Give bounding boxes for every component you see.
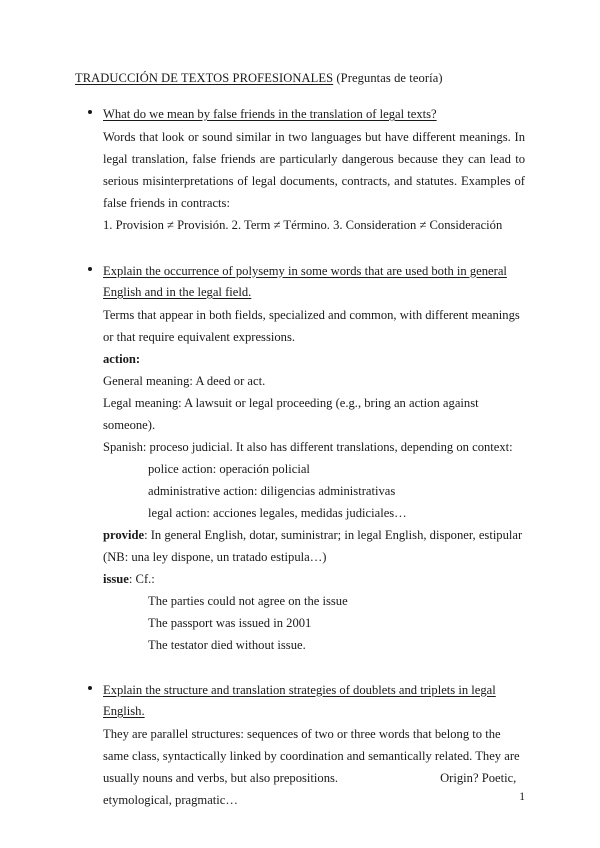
issue-example-item: The passport was issued in 2001 — [148, 615, 312, 630]
issue-example-item: The parties could not agree on the issue — [148, 593, 348, 608]
question-heading-3: Explain the structure and translation strategies of doublets and triplets in legal English. — [103, 682, 496, 718]
question-block-3 — [75, 680, 525, 723]
answer-paragraph-3 — [75, 723, 525, 811]
action-legal-meaning: Legal meaning: A lawsuit or legal proceeding (e.g., bring an action against someone). — [103, 395, 479, 432]
entry-action-label — [75, 348, 525, 370]
document-title — [75, 68, 525, 88]
section-spacer-1 — [75, 236, 525, 261]
answer-paragraph-1b: 1. Provision ≠ Provisión. 2. Term ≠ Término. 3. Consideration ≠ Consideración — [103, 217, 503, 232]
question-block-1 — [75, 104, 525, 126]
question-heading-1: What do we mean by false friends in the translation of legal texts? — [103, 107, 437, 121]
answer-paragraph-3-main: They are parallel structures: sequences of two or three words that belong to the same class, syntactically linked by coordination and semantically related. They are usually nouns and verbs, but also prepositions. — [103, 726, 520, 785]
bullet-icon — [88, 110, 92, 114]
action-example-item: administrative action: diligencias administrativas — [148, 483, 396, 498]
page-number: 1 — [519, 791, 525, 803]
action-example-item: legal action: acciones legales, medidas judiciales… — [148, 505, 407, 520]
entry-provide-label: provide — [103, 527, 145, 542]
entry-issue-text: : Cf.: — [128, 571, 155, 586]
action-general-meaning: General meaning: A deed or act. — [103, 373, 266, 388]
issue-example-item: The testator died without issue. — [148, 637, 306, 652]
bullet-icon — [88, 267, 92, 271]
section-spacer-2 — [75, 656, 525, 680]
entry-issue-label: issue — [103, 571, 129, 586]
bullet-icon — [88, 686, 92, 690]
action-example-item: police action: operación policial — [148, 461, 310, 476]
answer-paragraph-1a: Words that look or sound similar in two languages but have different meanings. In legal translation, false friends are particularly dangerous because they can lead to serious misinterpretations of legal documents, contracts, and statutes. Examples of false friends in contracts: — [103, 129, 525, 210]
entry-provide-text: : In general English, dotar, suministrar; in legal English, disponer, estipular (NB: una ley dispone, un tratado estipula…) — [103, 527, 523, 564]
document-title-main: TRADUCCIÓN DE TEXTOS PROFESIONALES — [75, 71, 334, 85]
answer-intro-2: Terms that appear in both fields, specialized and common, with different meanings or that require equivalent expressions. — [103, 307, 520, 344]
question-heading-2: Explain the occurrence of polysemy in some words that are used both in general English and in the legal field. — [103, 263, 507, 299]
entry-action-label-text: action: — [103, 351, 141, 366]
entry-issue — [75, 568, 525, 590]
question-block-2 — [75, 261, 525, 304]
entry-provide — [75, 524, 525, 568]
document-title-subtitle: (Preguntas de teoría) — [333, 71, 443, 85]
action-spanish-meaning: Spanish: proceso judicial. It also has different translations, depending on context: — [103, 439, 513, 454]
answer-paragraph-3-tail: Origin? Poetic, etymological, pragmatic… — [103, 770, 517, 807]
